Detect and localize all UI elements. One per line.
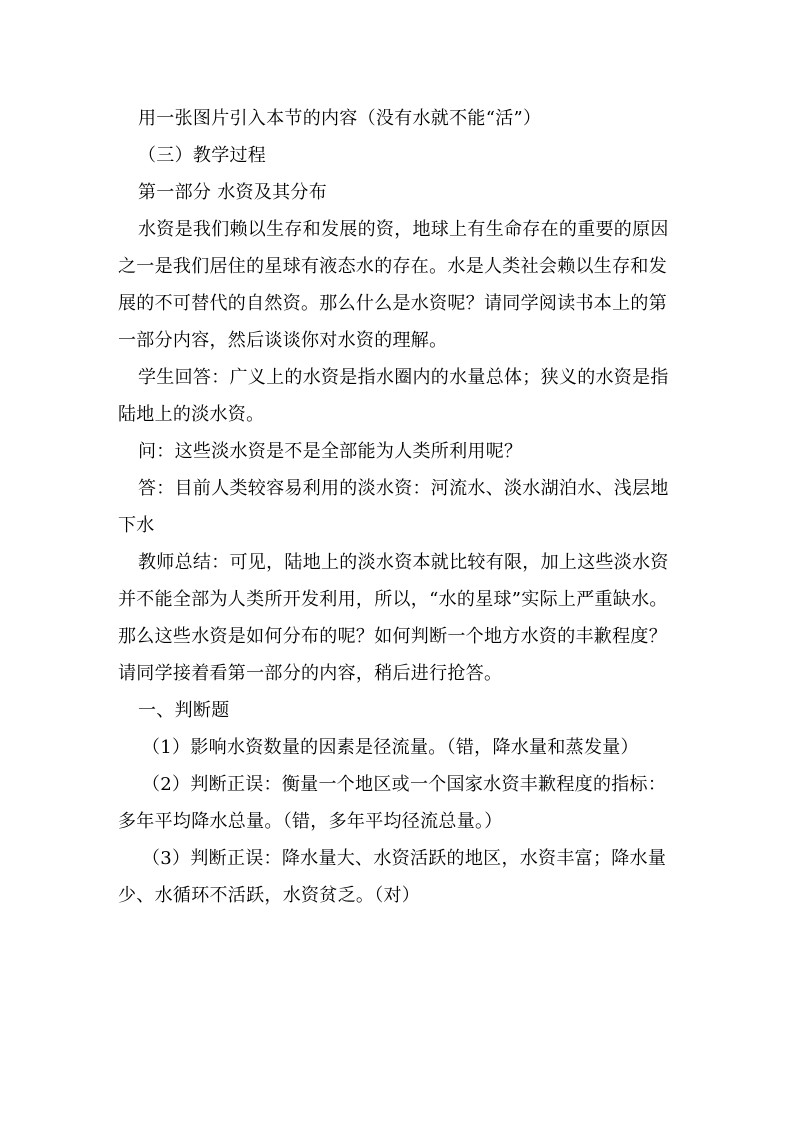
part-heading: 第一部分 水资及其分布	[138, 182, 328, 203]
intro-paragraph: 用一张图片引入本节的内容（没有水就不能“活”）	[138, 108, 542, 129]
answer-paragraph: 答：目前人类较容易利用的淡水资：河流水、淡水湖泊水、浅层地下水	[118, 478, 669, 536]
body-paragraph: 水资是我们赖以生存和发展的资，地球上有生命存在的重要的原因之一是我们居住的星球有液态水的存在。水是人类社会赖以生存和发展的不可替代的自然资。那么什么是水资呢？请同学阅读书本上的第一部分内容，然后谈谈你对水资的理解。	[118, 219, 669, 351]
question-paragraph: 问：这些淡水资是不是全部能为人类所利用呢？	[138, 441, 523, 462]
exercise-item: （3）判断正误：降水量大、水资活跃的地区，水资丰富；降水量少、水循环不活跃，水资贫乏。（对）	[118, 848, 667, 906]
exercise-item: （2）判断正误：衡量一个地区或一个国家水资丰歉程度的指标：多年平均降水总量。（错，多年平均径流总量。）	[118, 774, 667, 832]
exercise-item: （1）影响水资数量的因素是径流量。（错，降水量和蒸发量）	[142, 737, 639, 758]
exercise-heading: 一、判断题	[138, 700, 230, 721]
summary-paragraph: 教师总结：可见，陆地上的淡水资本就比较有限，加上这些淡水资并不能全部为人类所开发利用，所以，“水的星球”实际上严重缺水。那么这些水资是如何分布的呢？如何判断一个地方水资的丰歉程度？请同学接着看第一部分的内容，稍后进行抢答。	[118, 552, 669, 684]
body-paragraph: 学生回答：广义上的水资是指水圈内的水量总体；狭义的水资是指陆地上的淡水资。	[118, 367, 669, 425]
document-body	[118, 100, 678, 914]
section-heading: （三）教学过程	[138, 145, 267, 166]
